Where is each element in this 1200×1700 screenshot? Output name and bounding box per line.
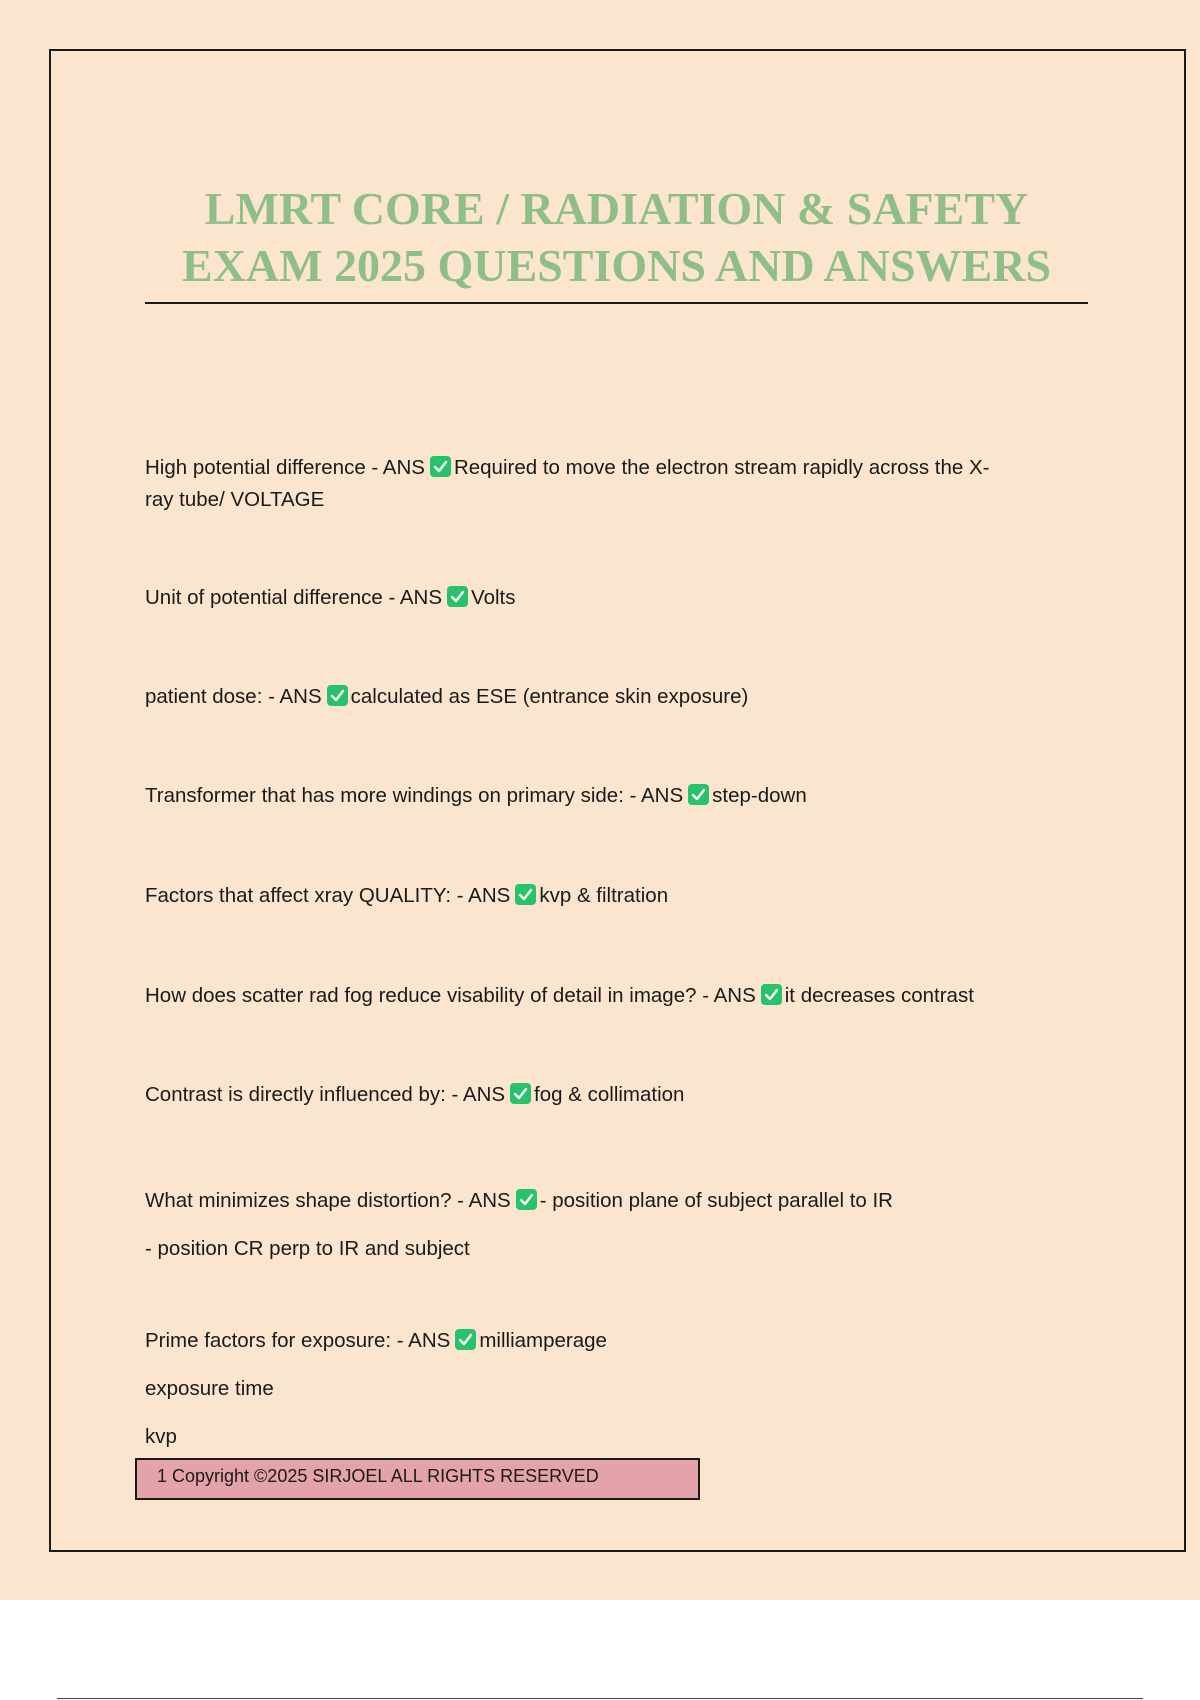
- answer-continuation: exposure time: [145, 1377, 274, 1400]
- qa-line: [145, 1317, 1075, 1365]
- question-text: Factors that affect xray QUALITY: - ANS: [145, 884, 511, 907]
- question-text: Unit of potential difference - ANS: [145, 586, 443, 609]
- qa-line: [145, 452, 1075, 484]
- check-mark-icon: [430, 456, 451, 477]
- answer-text: Volts: [471, 586, 516, 609]
- question-text: What minimizes shape distortion? - ANS: [145, 1189, 511, 1212]
- question-text: Contrast is directly influenced by: - ANS: [145, 1083, 506, 1106]
- answer-text: calculated as ESE (entrance skin exposure): [350, 685, 749, 708]
- title-line-1: LMRT CORE / RADIATION & SAFETY: [204, 183, 1029, 234]
- check-mark-icon: [761, 984, 782, 1005]
- question-text: Transformer that has more windings on primary side: - ANS: [145, 784, 684, 807]
- qa-line: [145, 582, 1075, 614]
- answer-text: fog & collimation: [534, 1083, 685, 1106]
- answer-text: milliamperage: [479, 1329, 607, 1352]
- qa-item: [145, 1317, 1075, 1461]
- answer-continuation: - position CR perp to IR and subject: [145, 1237, 470, 1260]
- qa-item: [145, 1079, 1075, 1111]
- qa-line: [145, 1079, 1075, 1111]
- qa-item: [145, 681, 1075, 713]
- answer-text: - position plane of subject parallel to IR: [539, 1189, 893, 1212]
- check-mark-icon: [455, 1329, 476, 1350]
- copyright-footer: [135, 1458, 700, 1500]
- question-text: How does scatter rad fog reduce visability of detail in image? - ANS: [145, 984, 756, 1007]
- check-mark-icon: [515, 884, 536, 905]
- title-underline: [145, 302, 1088, 304]
- answer-continuation: kvp: [145, 1425, 177, 1448]
- answer-continuation: ray tube/ VOLTAGE: [145, 488, 325, 511]
- check-mark-icon: [510, 1083, 531, 1104]
- qa-item: [145, 780, 1075, 812]
- qa-line: [145, 780, 1075, 812]
- qa-line: [145, 980, 1075, 1012]
- next-page-rule: [57, 1698, 1143, 1699]
- answer-text: it decreases contrast: [784, 984, 974, 1007]
- qa-item: [145, 880, 1075, 912]
- qa-line: [145, 880, 1075, 912]
- question-text: Prime factors for exposure: - ANS: [145, 1329, 451, 1352]
- question-text: High potential difference - ANS: [145, 456, 425, 479]
- qa-item: [145, 980, 1075, 1012]
- qa-item: [145, 1177, 1075, 1273]
- qa-item: [145, 452, 1075, 516]
- qa-line: [145, 681, 1075, 713]
- document-title: [145, 180, 1088, 294]
- answer-text: Required to move the electron stream rapidly across the X-: [453, 456, 990, 479]
- answer-text: step-down: [712, 784, 807, 807]
- check-mark-icon: [688, 784, 709, 805]
- question-text: patient dose: - ANS: [145, 685, 322, 708]
- answer-text: kvp & filtration: [539, 884, 669, 907]
- qa-item: [145, 582, 1075, 614]
- check-mark-icon: [447, 586, 468, 607]
- title-line-2: EXAM 2025 QUESTIONS AND ANSWERS: [181, 240, 1052, 291]
- copyright-text: 1 Copyright ©2025 SIRJOEL ALL RIGHTS RESERVED: [157, 1466, 599, 1486]
- check-mark-icon: [516, 1189, 537, 1210]
- qa-line: [145, 1177, 1075, 1225]
- check-mark-icon: [327, 685, 348, 706]
